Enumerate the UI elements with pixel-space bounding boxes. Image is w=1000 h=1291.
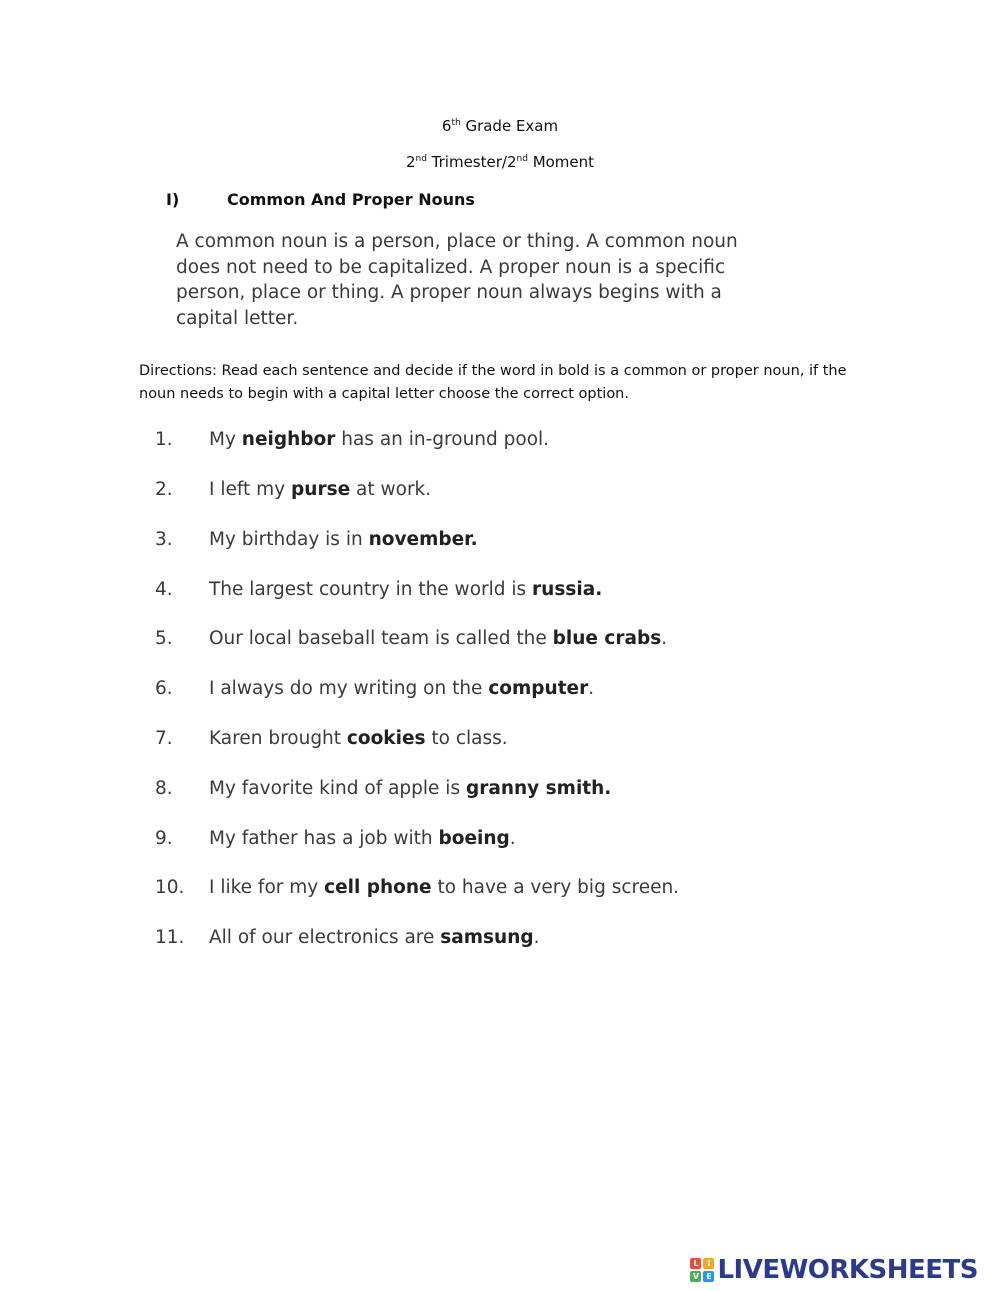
subtitle-part: Trimester/2 — [426, 153, 517, 171]
sentence-item — [155, 927, 540, 957]
item-number: 8. — [155, 778, 173, 799]
item-bold-noun[interactable]: boeing — [438, 828, 510, 849]
item-number: 2. — [155, 479, 173, 500]
sentence-item — [155, 628, 667, 658]
exam-subtitle — [0, 153, 1000, 171]
item-text: to have a very big screen. — [431, 877, 680, 898]
sentence-item — [155, 529, 478, 559]
item-text: at work. — [350, 479, 432, 500]
sentence-item — [155, 728, 508, 758]
subtitle-sup: nd — [415, 154, 427, 164]
directions-line: noun needs to begin with a capital letter choose the correct option. — [139, 386, 629, 402]
item-number: 3. — [155, 529, 173, 550]
explanation-line: does not need to be capitalized. A proper noun is a specific — [176, 256, 726, 278]
item-bold-noun[interactable]: russia. — [532, 579, 603, 600]
item-text: . — [509, 828, 516, 849]
item-number: 5. — [155, 628, 173, 649]
exam-title-text: Grade Exam — [460, 117, 559, 135]
item-text: My father has a job with — [209, 828, 439, 849]
item-bold-noun[interactable]: cell phone — [324, 877, 432, 898]
subtitle-sup: nd — [516, 154, 528, 164]
subtitle-part: 2 — [405, 153, 416, 171]
logo-mark-cell: E — [703, 1271, 714, 1282]
item-number: 11. — [155, 927, 185, 948]
item-bold-noun[interactable]: november. — [368, 529, 478, 550]
sentence-item — [155, 479, 431, 509]
exam-title-number: 6 — [441, 117, 452, 135]
item-text: My birthday is in — [209, 529, 369, 550]
item-number: 6. — [155, 678, 173, 699]
item-text: All of our electronics are — [209, 927, 441, 948]
logo-mark-cell: I — [703, 1258, 714, 1269]
exam-title-suffix: th — [451, 118, 461, 128]
item-text: . — [533, 927, 540, 948]
logo-mark-icon — [690, 1258, 714, 1282]
item-number: 4. — [155, 579, 173, 600]
item-text: Our local baseball team is called the — [209, 628, 553, 649]
section-title: Common And Proper Nouns — [227, 190, 475, 209]
item-text: I like for my — [209, 877, 325, 898]
item-text: . — [661, 628, 668, 649]
directions-line: Directions: Read each sentence and decide if the word in bold is a common or proper noun, if the — [139, 363, 847, 379]
explanation-line: A common noun is a person, place or thing. A common noun — [176, 231, 738, 252]
logo-mark-cell: L — [690, 1258, 701, 1269]
sentence-item — [155, 828, 516, 858]
explanation-paragraph — [176, 229, 816, 331]
item-text: My favorite kind of apple is — [209, 778, 466, 799]
sentence-item — [155, 429, 549, 459]
exam-title — [0, 117, 1000, 135]
item-bold-noun[interactable]: cookies — [346, 728, 426, 749]
item-number: 1. — [155, 429, 173, 450]
item-number: 7. — [155, 728, 173, 749]
item-bold-noun[interactable]: samsung — [440, 927, 534, 948]
item-text: has an in-ground pool. — [335, 429, 550, 450]
logo-text: LIVEWORKSHEETS — [717, 1255, 978, 1285]
item-text: The largest country in the world is — [209, 579, 533, 600]
item-text: I always do my writing on the — [209, 678, 489, 699]
item-bold-noun[interactable]: blue crabs — [552, 628, 662, 649]
sentence-item — [155, 877, 679, 907]
liveworksheets-logo[interactable] — [690, 1255, 978, 1285]
item-text: My — [209, 429, 242, 450]
item-bold-noun[interactable]: computer — [488, 678, 589, 699]
item-text: Karen brought — [209, 728, 347, 749]
explanation-line: capital letter. — [176, 307, 299, 329]
item-bold-noun[interactable]: purse — [291, 479, 351, 500]
item-bold-noun[interactable]: neighbor — [241, 429, 336, 450]
sentence-item — [155, 778, 611, 808]
item-text: I left my — [209, 479, 292, 500]
explanation-line: person, place or thing. A proper noun always begins with a — [176, 282, 722, 303]
item-number: 9. — [155, 828, 173, 849]
directions — [139, 360, 869, 406]
item-bold-noun[interactable]: granny smith. — [465, 778, 612, 799]
item-number: 10. — [155, 877, 185, 898]
subtitle-part: Moment — [527, 153, 595, 171]
section-number: I) — [166, 190, 180, 209]
item-text: to class. — [425, 728, 508, 749]
sentence-item — [155, 579, 602, 609]
logo-mark-cell: V — [690, 1271, 701, 1282]
item-text: . — [588, 678, 595, 699]
sentence-item — [155, 678, 594, 708]
